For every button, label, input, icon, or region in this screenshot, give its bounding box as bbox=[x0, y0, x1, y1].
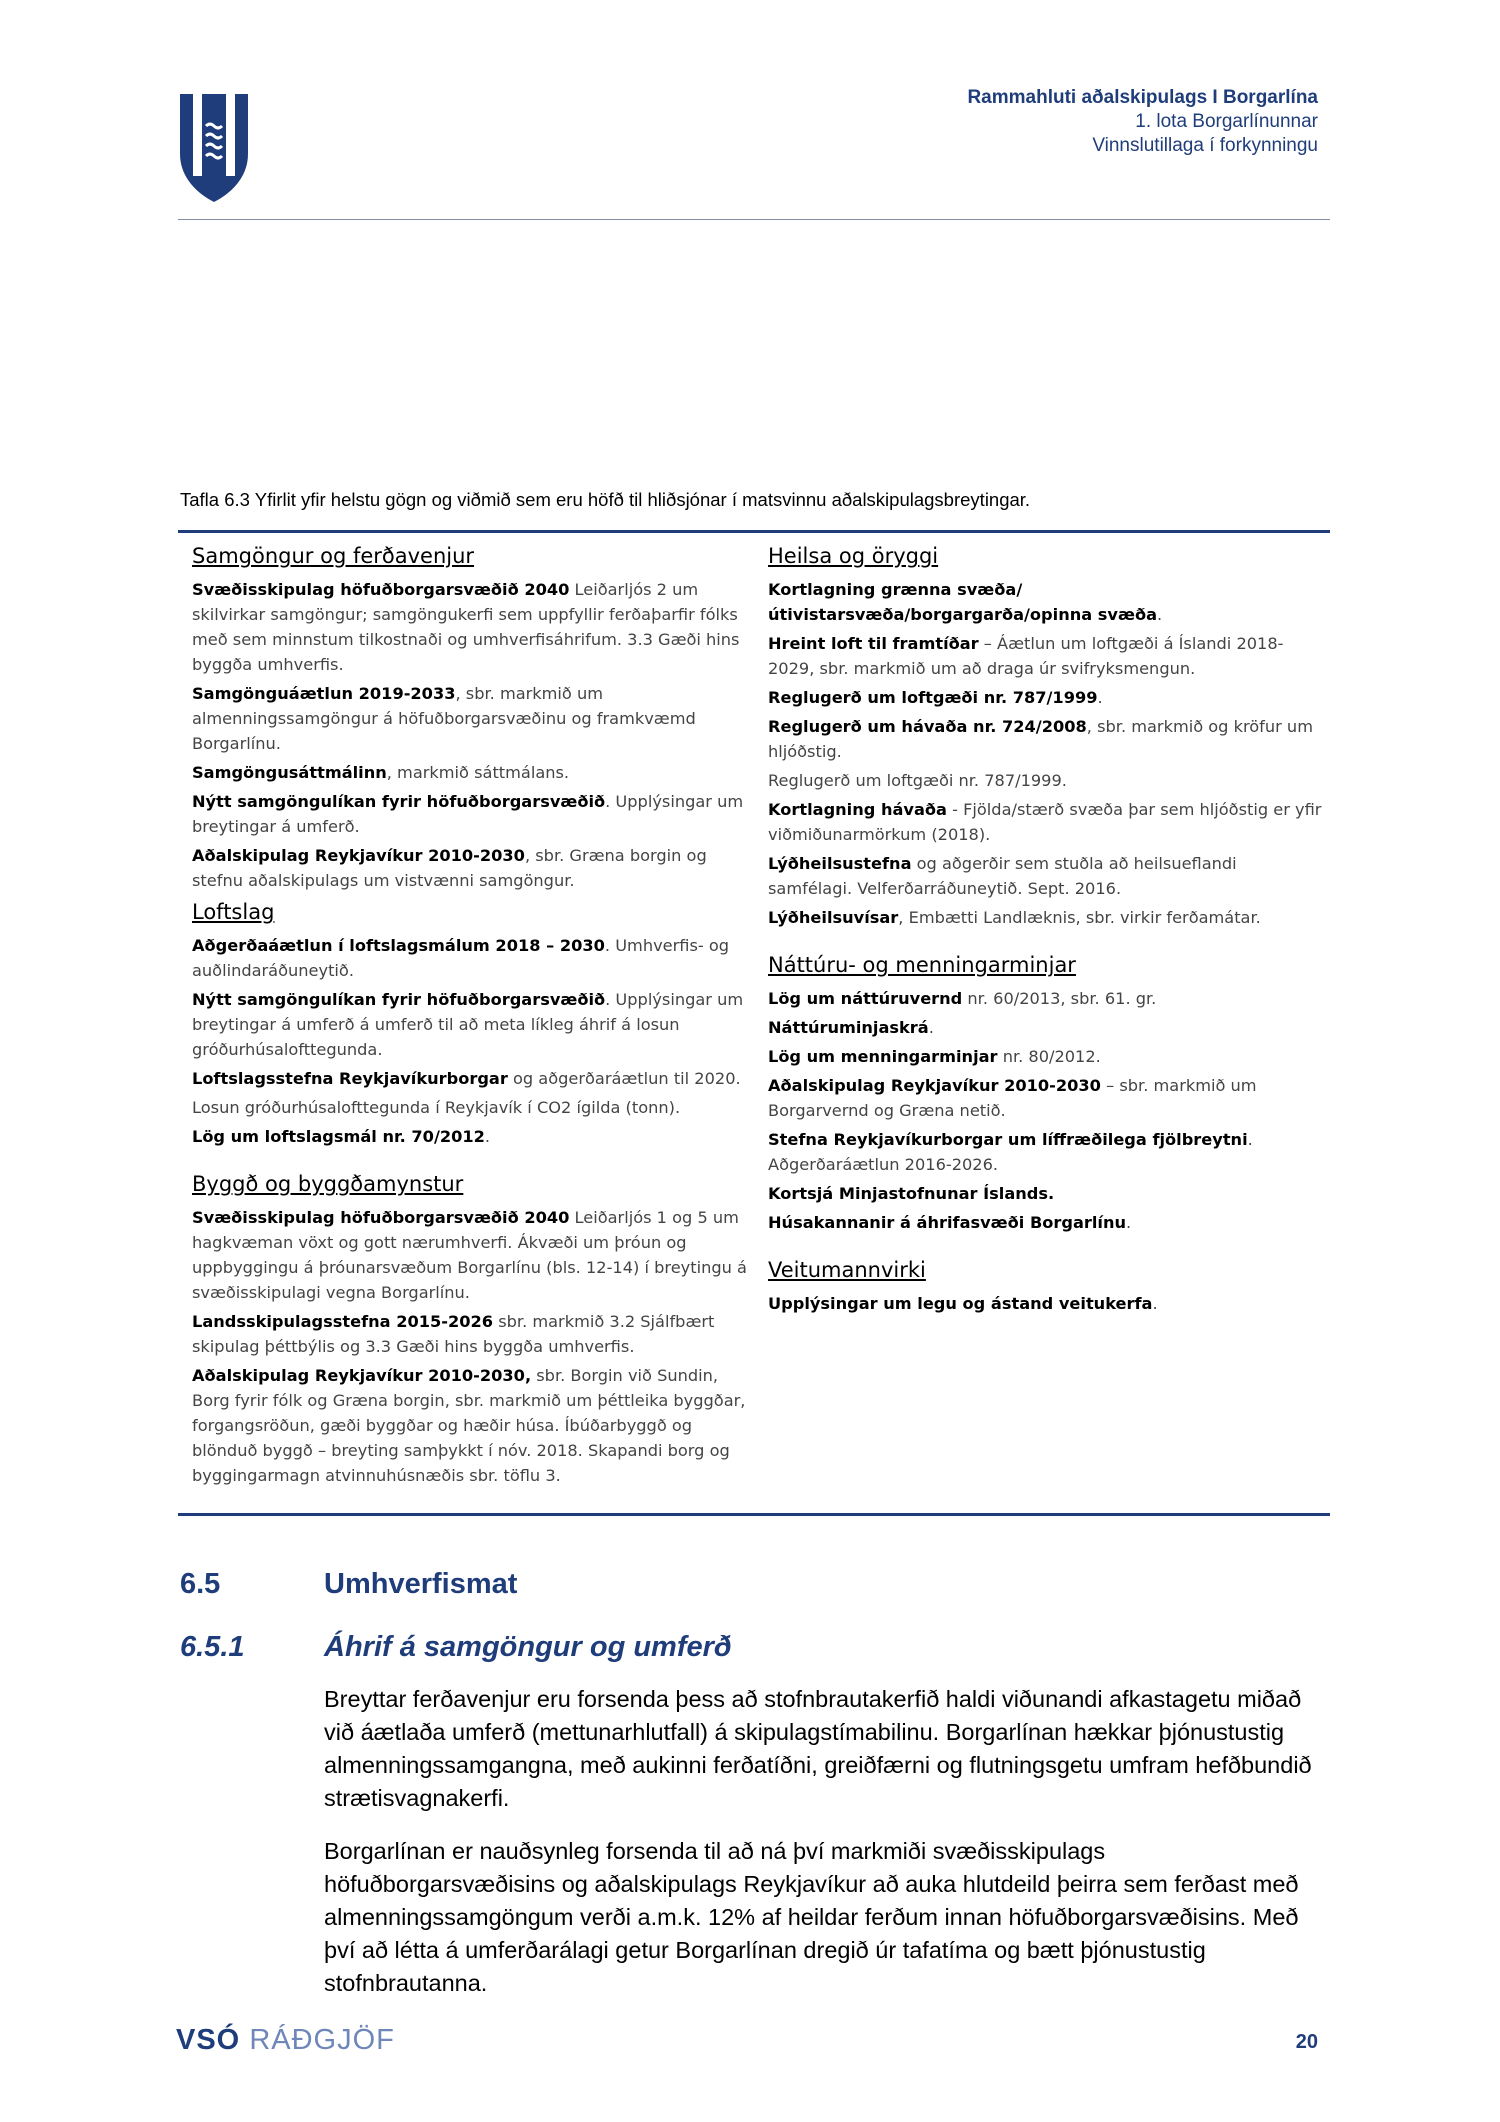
section-heading: Samgöngur og ferðavenjur bbox=[192, 544, 475, 568]
reference-table bbox=[178, 530, 1330, 1516]
list-item: Aðalskipulag Reykjavíkur 2010-2030 – sbr. markmið um Borgarvernd og Græna netið. bbox=[768, 1076, 1257, 1120]
list-item: Kortsjá Minjastofnunar Íslands. bbox=[768, 1184, 1055, 1203]
section-heading: Veitumannvirki bbox=[768, 1258, 926, 1282]
list-item: Stefna Reykjavíkurborgar um líffræðilega fjölbreytni. Aðgerðaráætlun 2016-2026. bbox=[768, 1130, 1253, 1174]
vso-logo: VSÓ RÁÐGJÖF bbox=[176, 2024, 395, 2056]
list-item: Samgönguáætlun 2019-2033, sbr. markmið um almenningssamgöngur á höfuðborgarsvæðinu og framkvæmd Borgarlínu. bbox=[192, 684, 696, 753]
list-item: Samgöngusáttmálinn, markmið sáttmálans. bbox=[192, 763, 570, 782]
list-item: Húsakannanir á áhrifasvæði Borgarlínu. bbox=[768, 1213, 1132, 1232]
reykjavik-crest-icon bbox=[178, 92, 250, 204]
list-item: Losun gróðurhúsalofttegunda í Reykjavík í CO2 ígilda (tonn). bbox=[192, 1098, 681, 1117]
section-heading: Heilsa og öryggi bbox=[768, 544, 939, 568]
list-item: Lög um menningarminjar nr. 80/2012. bbox=[768, 1047, 1101, 1066]
table-right-column bbox=[768, 541, 1323, 1320]
list-item: Reglugerð um loftgæði nr. 787/1999. bbox=[768, 771, 1067, 790]
list-item: Svæðisskipulag höfuðborgarsvæðið 2040 Leiðarljós 2 um skilvirkar samgöngur; samgöngukerfi sem uppfyllir ferðaþarfir fólks með sem minnstum tilkostnaði og umhverfisáhrifum. 3.3 Gæði hins byggða umhverfis. bbox=[192, 580, 740, 674]
list-item: Upplýsingar um legu og ástand veitukerfa. bbox=[768, 1294, 1158, 1313]
subsection-title: Áhrif á samgöngur og umferð bbox=[324, 1631, 732, 1663]
list-item: Lög um loftslagsmál nr. 70/2012. bbox=[192, 1127, 491, 1146]
list-item: Lög um náttúruvernd nr. 60/2013, sbr. 61. gr. bbox=[768, 989, 1157, 1008]
section-heading: Byggð og byggðamynstur bbox=[192, 1172, 464, 1196]
list-item: Nýtt samgöngulíkan fyrir höfuðborgarsvæðið. Upplýsingar um breytingar á umferð. bbox=[192, 792, 744, 836]
section-heading: Náttúru- og menningarminjar bbox=[768, 953, 1076, 977]
list-item: Aðgerðaáætlun í loftslagsmálum 2018 – 2030. Umhverfis- og auðlindaráðuneytið. bbox=[192, 936, 730, 980]
list-item: Loftslagsstefna Reykjavíkurborgar og aðgerðaráætlun til 2020. bbox=[192, 1069, 741, 1088]
document-title: Rammahluti aðalskipulags I Borgarlína bbox=[967, 87, 1318, 108]
body-paragraph: Breyttar ferðavenjur eru forsenda þess að stofnbrautakerfið haldi viðunandi afkastagetu miðað við áætlaða umferð (mettunarhlutfall) á skipulagstímabilinu. Borgarlínan hækkar þjónustustig almenningssamgangna, með aukinni ferðatíðni, greiðfærni og flutningsgetu umfram hefðbundið strætisvagnakerfi. bbox=[324, 1686, 1312, 1811]
list-item: Reglugerð um hávaða nr. 724/2008, sbr. markmið og kröfur um hljóðstig. bbox=[768, 717, 1313, 761]
list-item: Aðalskipulag Reykjavíkur 2010-2030, sbr. Borgin við Sundin, Borg fyrir fólk og Græna borgin, sbr. markmið um þéttleika byggðar, forgangsröðun, gæði byggðar og hæðir húsa. Íbúðarbyggð og blönduð byggð – breyting samþykkt í nóv. 2018. Skapandi borg og byggingarmagn atvinnuhúsnæðis sbr. töflu 3. bbox=[192, 1366, 746, 1485]
list-item: Aðalskipulag Reykjavíkur 2010-2030, sbr. Græna borgin og stefnu aðalskipulags um vistvænni samgöngur. bbox=[192, 846, 707, 890]
document-subtitle: 1. lota Borgarlínunnar bbox=[1135, 111, 1318, 132]
section-heading: Loftslag bbox=[192, 900, 275, 924]
header-divider bbox=[178, 219, 1330, 220]
list-item: Landsskipulagsstefna 2015-2026 sbr. markmið 3.2 Sjálfbært skipulag þéttbýlis og 3.3 Gæði hins byggða umhverfis. bbox=[192, 1312, 715, 1356]
subsection-number: 6.5.1 bbox=[180, 1631, 245, 1663]
table-left-column bbox=[192, 541, 752, 1492]
list-item: Nýtt samgöngulíkan fyrir höfuðborgarsvæðið. Upplýsingar um breytingar á umferð á umferð til að meta líkleg áhrif á losun gróðurhúsalofttegunda. bbox=[192, 990, 744, 1059]
list-item: Kortlagning grænna svæða/útivistarsvæða/borgargarða/opinna svæða. bbox=[768, 580, 1163, 624]
list-item: Náttúruminjaskrá. bbox=[768, 1018, 934, 1037]
page-number: 20 bbox=[1295, 2031, 1318, 2053]
list-item: Lýðheilsustefna og aðgerðir sem stuðla að heilsueflandi samfélagi. Velferðarráðuneytið. Sept. 2016. bbox=[768, 854, 1237, 898]
section-number: 6.5 bbox=[180, 1568, 221, 1600]
list-item: Svæðisskipulag höfuðborgarsvæðið 2040 Leiðarljós 1 og 5 um hagkvæman vöxt og gott nærumhverfi. Ákvæði um þróun og uppbyggingu á þróunarsvæðum Borgarlínu (bls. 12-14) í breytingu á svæðisskipulagi vegna Borgarlínu. bbox=[192, 1208, 747, 1302]
body-paragraph: Borgarlínan er nauðsynleg forsenda til að ná því markmiði svæðisskipulags höfuðborgarsvæðisins og aðalskipulags Reykjavíkur að auka hlutdeild þeirra sem ferðast með almenningssamgöngum verði a.m.k. 12% af heildar ferðum innan höfuðborgarsvæðisins. Með því að létta á umferðarálagi getur Borgarlínan dregið úr tafatíma og bætt þjónustustig stofnbrautanna. bbox=[324, 1838, 1299, 1996]
document-status: Vinnslutillaga í forkynningu bbox=[1092, 135, 1318, 156]
list-item: Kortlagning hávaða - Fjölda/stærð svæða þar sem hljóðstig er yfir viðmiðunarmörkum (2018). bbox=[768, 800, 1322, 844]
list-item: Reglugerð um loftgæði nr. 787/1999. bbox=[768, 688, 1103, 707]
list-item: Hreint loft til framtíðar – Áætlun um loftgæði á Íslandi 2018-2029, sbr. markmið um að draga úr svifryksmengun. bbox=[768, 634, 1284, 678]
table-caption: Tafla 6.3 Yfirlit yfir helstu gögn og viðmið sem eru höfð til hliðsjónar í matsvinnu aðalskipulagsbreytingar. bbox=[180, 489, 1031, 510]
document-header bbox=[967, 86, 1318, 158]
list-item: Lýðheilsuvísar, Embætti Landlæknis, sbr. virkir ferðamátar. bbox=[768, 908, 1261, 927]
section-title: Umhverfismat bbox=[324, 1568, 518, 1600]
